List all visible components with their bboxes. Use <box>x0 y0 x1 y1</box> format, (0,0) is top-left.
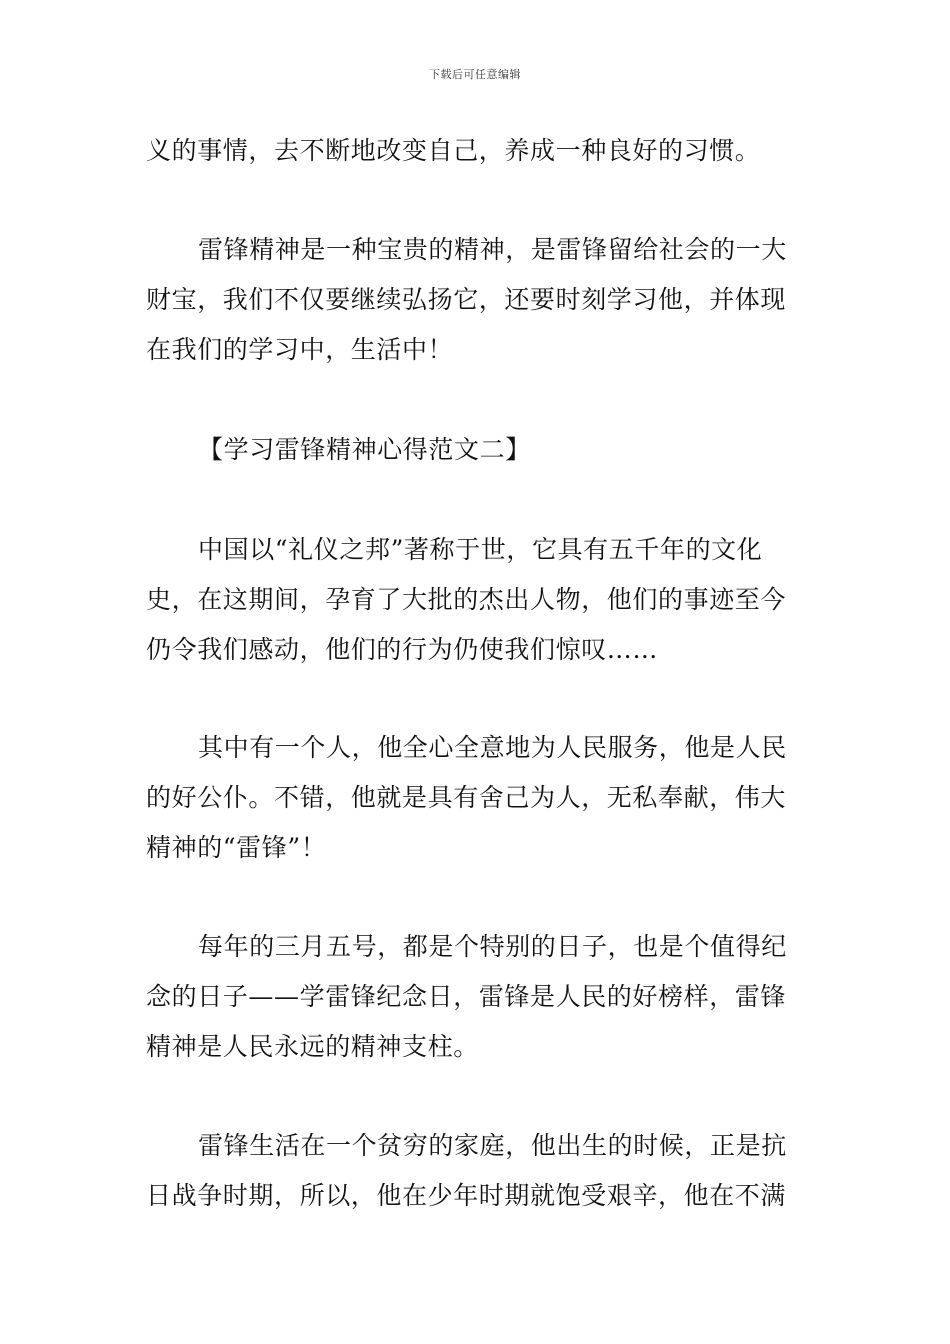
section-heading: 【学习雷锋精神心得范文二】 <box>198 435 531 464</box>
paragraph-4-line-3: 精神的“雷锋”！ <box>146 833 327 862</box>
paragraph-4-line-2: 的好公仆。不错，他就是具有舍己为人，无私奉献，伟大 <box>146 783 787 812</box>
page-header: 下载后可任意编辑 <box>429 68 521 81</box>
paragraph-6-line-2: 日战争时期，所以，他在少年时期就饱受艰辛，他在不满 <box>146 1181 787 1210</box>
paragraph-3-line-2: 史，在这期间，孕育了大批的杰出人物，他们的事迹至今 <box>146 585 787 614</box>
paragraph-2-line-2: 财宝，我们不仅要继续弘扬它，还要时刻学习他，并体现 <box>146 285 787 314</box>
paragraph-2-line-1: 雷锋精神是一种宝贵的精神，是雷锋留给社会的一大 <box>198 235 787 264</box>
paragraph-5-line-3: 精神是人民永远的精神支柱。 <box>146 1032 479 1061</box>
paragraph-4-line-1: 其中有一个人，他全心全意地为人民服务，他是人民 <box>198 733 787 762</box>
paragraph-3-line-3: 仍令我们感动，他们的行为仍使我们惊叹…… <box>146 635 659 664</box>
paragraph-5-line-2: 念的日子——学雷锋纪念日，雷锋是人民的好榜样，雷锋 <box>146 982 787 1011</box>
paragraph-2-line-3: 在我们的学习中，生活中！ <box>146 335 454 364</box>
paragraph-5-line-1: 每年的三月五号，都是个特别的日子，也是个值得纪 <box>198 932 787 961</box>
paragraph-1-line-1: 义的事情，去不断地改变自己，养成一种良好的习惯。 <box>146 136 761 165</box>
paragraph-6-line-1: 雷锋生活在一个贫穷的家庭，他出生的时候，正是抗 <box>198 1131 787 1160</box>
paragraph-3-line-1: 中国以“礼仪之邦”著称于世，它具有五千年的文化 <box>198 535 763 564</box>
